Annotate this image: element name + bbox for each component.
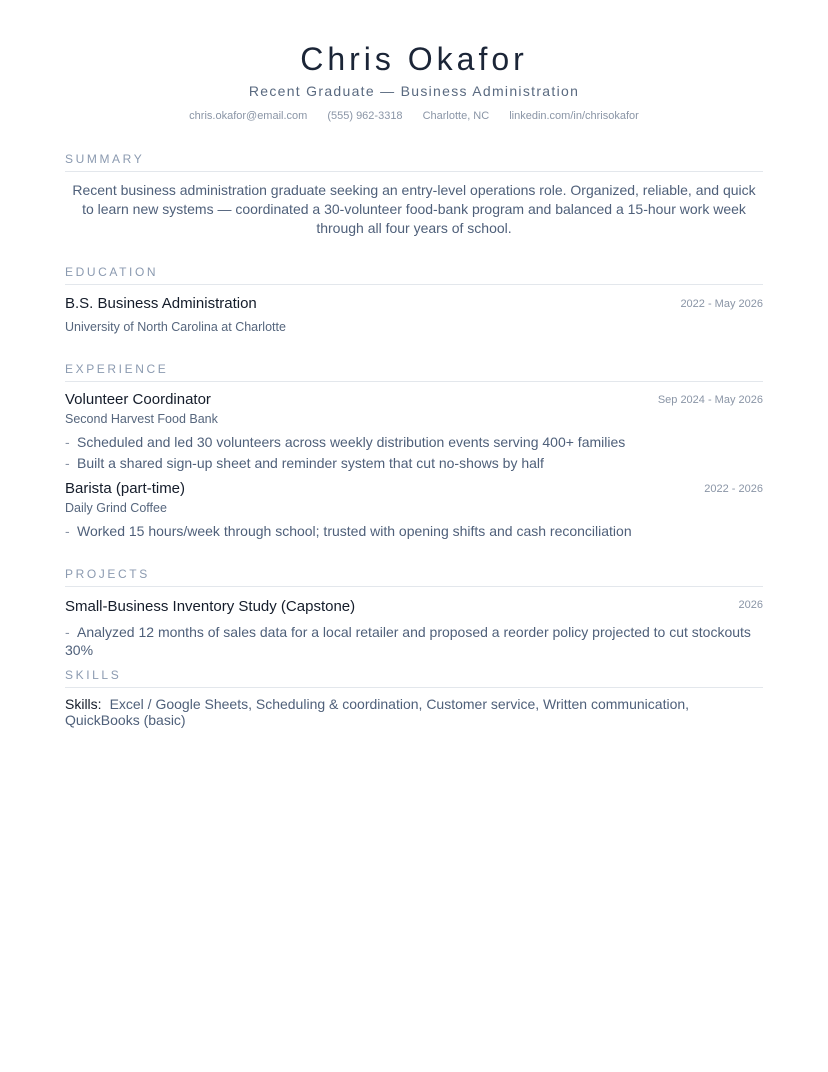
- bullet-marker: -: [65, 434, 70, 450]
- contact-linkedin[interactable]: linkedin.com/in/chrisokafor: [509, 110, 639, 122]
- project-title: Small-Business Inventory Study (Capstone): [65, 598, 356, 615]
- project-entry: [65, 598, 763, 616]
- experience-entry: [65, 480, 763, 498]
- job-title: Volunteer Coordinator: [65, 391, 211, 408]
- bullet-marker: -: [65, 455, 70, 471]
- summary-text: Recent business administration graduate seeking an entry-level operations role. Organized, reliable, and quick to learn new systems — coordinated a 30-volunteer food-bank program and balanced a 15-hour work week through all four years of school.: [72, 182, 756, 236]
- experience-entry: [65, 391, 763, 409]
- job-bullet: [65, 454, 763, 472]
- bullet-marker: -: [65, 624, 70, 640]
- section-heading-projects: PROJECTS: [65, 567, 763, 587]
- candidate-headline: Recent Graduate — Business Administration: [248, 83, 580, 99]
- job-organization: Daily Grind Coffee: [65, 501, 167, 515]
- bullet-text: Worked 15 hours/week through school; trusted with opening shifts and cash reconciliation: [77, 523, 632, 539]
- bullet-text: Scheduled and led 30 volunteers across weekly distribution events serving 400+ families: [77, 434, 626, 450]
- bullet-marker: -: [65, 523, 70, 539]
- school-name: University of North Carolina at Charlotte: [65, 320, 286, 334]
- job-dates: 2022 - 2026: [704, 483, 763, 495]
- section-heading-education: EDUCATION: [65, 265, 763, 285]
- skills-line: [65, 697, 763, 728]
- project-bullet: [65, 623, 763, 659]
- candidate-name: Chris Okafor: [300, 41, 528, 77]
- bullet-text: Analyzed 12 months of sales data for a local retailer and proposed a reorder policy projected to cut stockouts 30%: [65, 624, 751, 658]
- education-dates: 2022 - May 2026: [680, 298, 763, 310]
- job-organization: Second Harvest Food Bank: [65, 412, 218, 426]
- job-bullet: [65, 522, 763, 540]
- project-dates: 2026: [738, 599, 763, 611]
- contact-email[interactable]: chris.okafor@email.com: [189, 110, 308, 122]
- degree-title: B.S. Business Administration: [65, 295, 257, 312]
- contact-line: [65, 109, 763, 123]
- section-heading-skills: SKILLS: [65, 668, 763, 688]
- contact-phone: (555) 962-3318: [327, 110, 403, 122]
- job-dates: Sep 2024 - May 2026: [657, 394, 763, 406]
- skills-list: Excel / Google Sheets, Scheduling & coordination, Customer service, Written communication, QuickBooks (basic): [65, 696, 690, 728]
- contact-location: Charlotte, NC: [422, 110, 490, 122]
- section-heading-experience: EXPERIENCE: [65, 362, 763, 382]
- bullet-text: Built a shared sign-up sheet and reminder system that cut no-shows by half: [77, 455, 544, 471]
- section-heading-summary: SUMMARY: [65, 152, 763, 172]
- job-title: Barista (part-time): [65, 480, 186, 497]
- education-entry: [65, 295, 763, 313]
- skills-label: Skills:: [65, 696, 102, 712]
- job-bullet: [65, 433, 763, 451]
